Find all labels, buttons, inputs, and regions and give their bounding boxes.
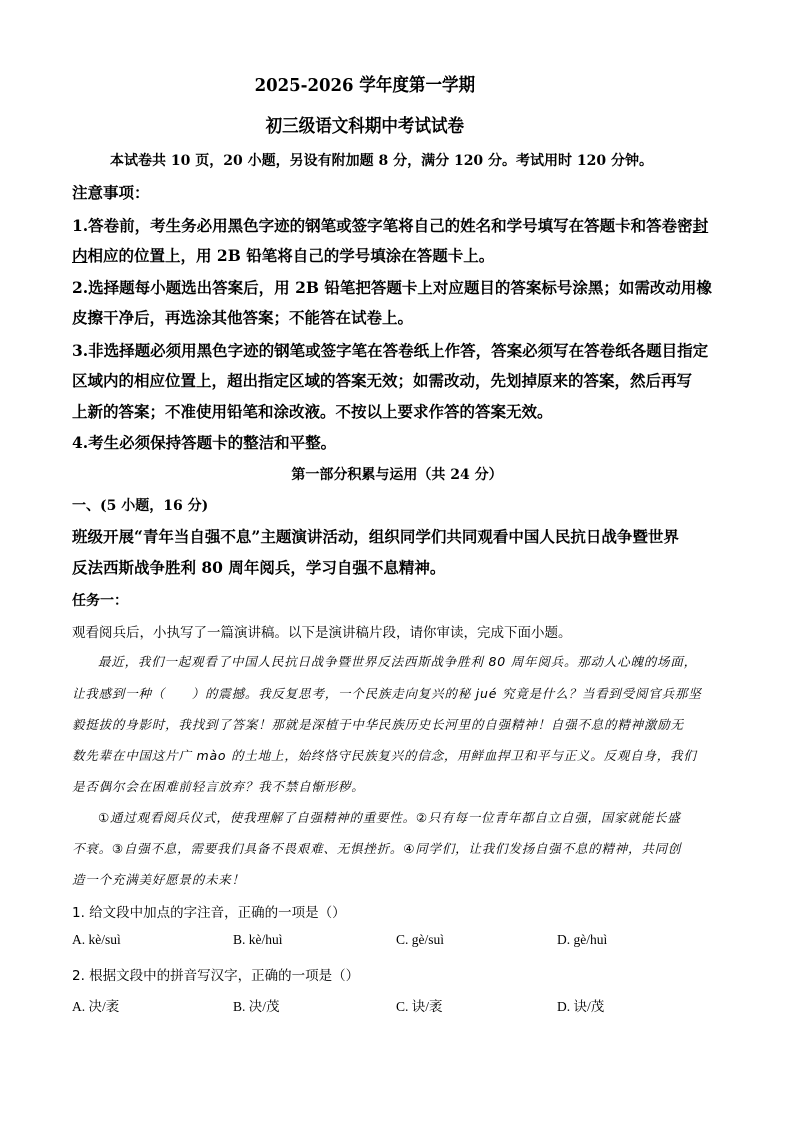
passage-paragraph-2-line-3: 造一个充满美好愿景的未来！: [72, 872, 245, 887]
theme-line-2: 反法西斯战争胜利 80 周年阅兵，学习自强不息精神。: [72, 558, 446, 577]
question-2-option-c[interactable]: C. 诀/袤: [396, 999, 443, 1014]
question-2-option-a[interactable]: A. 决/袤: [72, 999, 120, 1014]
exam-year-title: 2025-2026 学年度第一学期: [254, 75, 476, 96]
passage-paragraph-2-line-1: ①通过观看阅兵仪式，使我理解了自强精神的重要性。②只有每一位青年都自立自强，国家就能长盛: [98, 810, 681, 825]
part-1-heading: 第一部分积累与运用（共 24 分）: [291, 467, 503, 483]
question-2-option-d[interactable]: D. 诀/茂: [557, 999, 605, 1014]
question-2-stem: 2. 根据文段中的拼音写汉字，正确的一项是（）: [72, 968, 360, 984]
question-1-option-c[interactable]: C. gè/suì: [396, 932, 445, 947]
notice-item-4: 4.考生必须保持答题卡的整洁和平整。: [72, 433, 337, 452]
passage-paragraph-1-line-5: 是否偶尔会在困难前轻言放弃？我不禁自惭形秽。: [72, 779, 365, 794]
passage-paragraph-1-line-1: 最近，我们一起观看了中国人民抗日战争暨世界反法西斯战争胜利 80 周年阅兵。那动人心魄的场面，: [98, 654, 697, 669]
notice-item-3-line-1: 3.非选择题必须用黑色字迹的钢笔或签字笔在答卷纸上作答，答案必须写在答卷纸各题目指定: [72, 341, 709, 360]
passage-paragraph-1-line-2: 让我感到一种（ ）的震撼。我反复思考，一个民族走向复兴的秘 jué 究竟是什么？当看到受阅官兵那坚: [72, 686, 702, 701]
notice-item-2-line-2: 皮擦干净后，再选涂其他答案；不能答在试卷上。: [72, 308, 414, 327]
notice-item-1-line-1: 1.答卷前，考生务必用黑色字迹的钢笔或签字笔将自己的姓名和学号填写在答题卡和答卷密封: [72, 216, 709, 235]
theme-line-1: 班级开展“青年当自强不息”主题演讲活动，组织同学们共同观看中国人民抗日战争暨世界: [72, 527, 679, 546]
question-2-option-b[interactable]: B. 决/茂: [233, 999, 280, 1014]
notice-item-3-line-3: 上新的答案；不准使用铅笔和涂改液。不按以上要求作答的答案无效。: [72, 402, 553, 421]
passage-paragraph-2-line-2: 不衰。③自强不息，需要我们具备不畏艰难、无惧挫折。④同学们，让我们发扬自强不息的精神，共同创: [72, 841, 682, 856]
task-1-description: 观看阅兵后，小执写了一篇演讲稿。以下是演讲稿片段，请你审读，完成下面小题。: [72, 625, 572, 641]
passage-paragraph-1-line-3: 毅挺拔的身影时，我找到了答案！那就是深植于中华民族历史长河里的自强精神！自强不息的精神激励无: [72, 717, 684, 732]
question-1-option-a[interactable]: A. kè/suì: [72, 932, 121, 947]
notice-item-3-line-2: 区域内的相应位置上，超出指定区域的答案无效；如需改动，先划掉原来的答案，然后再写: [72, 371, 693, 390]
notice-item-1-line-2: 内相应的位置上，用 2B 铅笔将自己的学号填涂在答题卡上。: [72, 246, 495, 265]
passage-paragraph-1-line-4: 数先辈在中国这片广 mào 的土地上，始终恪守民族复兴的信念，用鲜血捍卫和平与正义。反观自身，我们: [72, 748, 697, 763]
question-1-option-d[interactable]: D. gè/huì: [557, 932, 608, 947]
task-1-label: 任务一：: [72, 593, 128, 609]
exam-intro: 本试卷共 10 页，20 小题，另设有附加题 8 分，满分 120 分。考试用时 120 分钟。: [110, 153, 654, 169]
section-1-heading: 一、(5 小题，16 分): [72, 498, 209, 514]
exam-name-title: 初三级语文科期中考试试卷: [265, 116, 465, 137]
question-1-stem: 1. 给文段中加点的字注音，正确的一项是（）: [72, 905, 346, 921]
question-1-option-b[interactable]: B. kè/huì: [233, 932, 283, 947]
notice-item-2-line-1: 2.选择题每小题选出答案后，用 2B 铅笔把答题卡上对应题目的答案标号涂黑；如需改动用橡: [72, 278, 712, 297]
notice-heading: 注意事项：: [72, 183, 150, 202]
